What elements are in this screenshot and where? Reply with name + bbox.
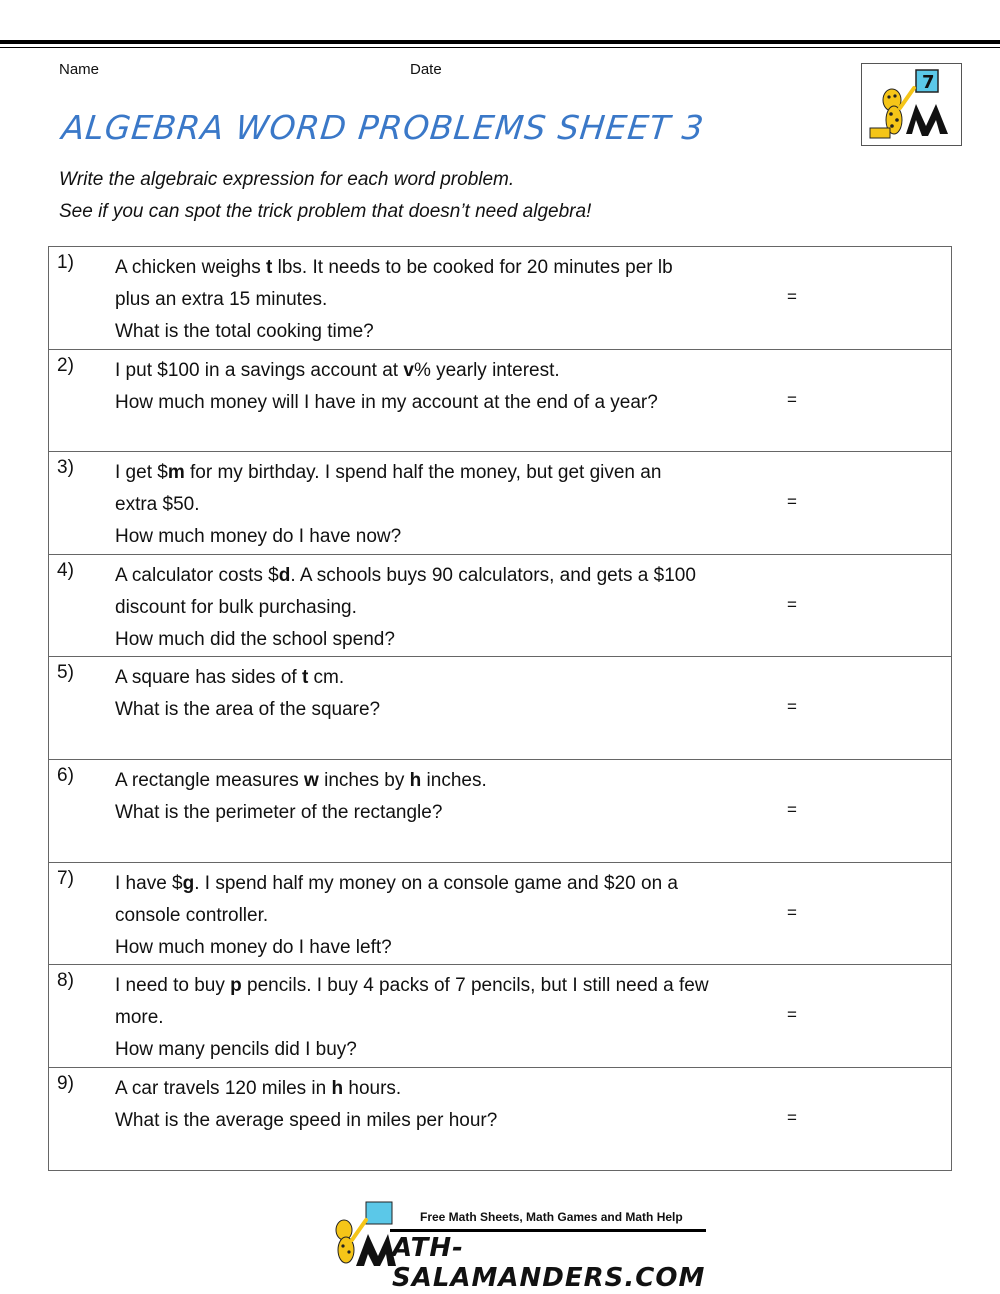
problem-text-segment: What is the area of the square?	[115, 699, 381, 721]
problem-text-segment: How much money will I have in my account at the end of a year?	[115, 391, 658, 413]
problem-text-segment: plus an extra 15 minutes.	[115, 289, 328, 310]
problem-row	[49, 760, 951, 863]
problem-text-segment: . I spend half my money on a console game and $20 on a	[194, 872, 678, 894]
problem-line	[115, 1073, 775, 1105]
name-label: Name	[59, 61, 100, 78]
footer-site-name: ATH-SALAMANDERS.COM	[392, 1233, 706, 1293]
problem-row	[49, 555, 951, 658]
problem-text-segment: A calculator costs $	[115, 564, 279, 586]
problem-text-segment: extra $50.	[115, 494, 200, 516]
problem-text-segment: What is the total cooking time?	[115, 321, 374, 342]
problem-text-segment: I need to buy	[115, 975, 231, 997]
problem-text	[115, 765, 775, 829]
problem-line	[115, 284, 775, 316]
variable: w	[304, 769, 319, 791]
problem-line	[115, 900, 775, 932]
problem-number: 2)	[57, 354, 74, 376]
variable: g	[182, 872, 195, 894]
problem-number: 9)	[57, 1072, 74, 1094]
problem-line	[115, 694, 775, 726]
problem-number: 4)	[57, 559, 74, 581]
problem-line	[115, 1105, 775, 1137]
date-label: Date	[410, 61, 442, 78]
problem-text-segment: lbs. It needs to be cooked for 20 minutes per lb	[272, 257, 673, 278]
problem-text-segment: What is the perimeter of the rectangle?	[115, 801, 443, 823]
instruction-line-2: See if you can spot the trick problem that doesn’t need algebra!	[59, 201, 592, 222]
problem-text	[115, 560, 775, 656]
instruction-line-1: Write the algebraic expression for each word problem.	[59, 169, 515, 190]
problem-text-segment: How much did the school spend?	[115, 628, 395, 650]
problem-text-segment: A chicken weighs	[115, 257, 267, 278]
problem-number: 6)	[57, 764, 74, 786]
page-title: ALGEBRA WORD PROBLEMS SHEET 3	[59, 108, 707, 147]
top-rule-thin	[0, 47, 1000, 48]
variable: v	[403, 359, 414, 381]
problem-text-segment: I get $	[115, 462, 168, 484]
problem-line	[115, 316, 775, 348]
problem-text-segment: discount for bulk purchasing.	[115, 596, 357, 618]
problem-text-segment: hours.	[343, 1077, 402, 1099]
problem-line	[115, 592, 775, 624]
problem-text-segment: cm.	[308, 667, 345, 689]
problem-line	[115, 932, 775, 964]
answer-equals: =	[787, 902, 797, 922]
problem-text	[115, 970, 775, 1066]
problem-line	[115, 457, 775, 489]
footer-tagline: Free Math Sheets, Math Games and Math Help	[420, 1210, 683, 1224]
problem-line	[115, 521, 775, 553]
problem-row	[49, 657, 951, 760]
footer-rule	[390, 1229, 706, 1232]
problem-row	[49, 965, 951, 1068]
problem-row	[49, 247, 951, 350]
problem-number: 7)	[57, 867, 74, 889]
problem-text	[115, 868, 775, 964]
problem-text-segment: I have $	[115, 872, 183, 894]
variable: m	[167, 462, 185, 484]
problem-line	[115, 797, 775, 829]
problem-row	[49, 350, 951, 453]
top-rule	[0, 40, 1000, 44]
problem-row	[49, 1068, 951, 1171]
problem-text-segment: pencils. I buy 4 packs of 7 pencils, but I still need a few	[241, 975, 709, 997]
problem-line	[115, 624, 775, 656]
problem-text-segment: % yearly interest.	[413, 359, 560, 381]
problems-table	[48, 246, 952, 1171]
problem-line	[115, 1002, 775, 1034]
problem-line	[115, 387, 775, 419]
problem-line	[115, 560, 775, 592]
variable: t	[266, 257, 273, 278]
problem-row	[49, 452, 951, 555]
variable: d	[278, 564, 291, 586]
answer-equals: =	[787, 492, 797, 512]
answer-equals: =	[787, 697, 797, 717]
problem-number: 1)	[57, 252, 74, 273]
problem-number: 5)	[57, 662, 74, 684]
problem-line	[115, 765, 775, 797]
problem-text	[115, 355, 775, 419]
answer-equals: =	[787, 1107, 797, 1127]
problem-text-segment: A car travels 120 miles in	[115, 1077, 332, 1099]
answer-equals: =	[787, 389, 797, 409]
problem-text-segment: inches by	[318, 769, 410, 791]
footer-logo	[326, 1200, 710, 1293]
problem-line	[115, 970, 775, 1002]
problem-text	[115, 252, 775, 348]
problem-text-segment: for my birthday. I spend half the money, but get given an	[184, 462, 662, 484]
problem-text-segment: A square has sides of	[115, 667, 302, 689]
salamander-logo-icon	[862, 64, 961, 145]
problem-row	[49, 863, 951, 966]
problem-number: 3)	[57, 457, 74, 479]
problem-text-segment: How much money do I have left?	[115, 936, 392, 958]
grade-number: 7	[922, 72, 935, 93]
problem-text	[115, 1073, 775, 1137]
problem-text-segment: console controller.	[115, 904, 269, 926]
problem-text-segment: A rectangle measures	[115, 769, 305, 791]
problem-text-segment: I put $100 in a savings account at	[115, 359, 404, 381]
answer-equals: =	[787, 594, 797, 614]
problem-text	[115, 662, 775, 726]
problem-number: 8)	[57, 970, 74, 992]
answer-equals: =	[787, 799, 797, 819]
problem-text-segment: How many pencils did I buy?	[115, 1039, 357, 1061]
answer-equals: =	[787, 1005, 797, 1025]
problem-line	[115, 355, 775, 387]
problem-line	[115, 489, 775, 521]
problem-text-segment: inches.	[421, 769, 487, 791]
problem-line	[115, 252, 775, 284]
variable: t	[301, 667, 309, 689]
problem-line	[115, 1034, 775, 1066]
answer-equals: =	[787, 287, 797, 306]
problem-text-segment: more.	[115, 1007, 164, 1029]
variable: p	[230, 975, 242, 997]
salamander-footer-icon	[326, 1200, 396, 1270]
variable: h	[409, 769, 422, 791]
problem-text-segment: What is the average speed in miles per hour?	[115, 1109, 498, 1131]
problem-text	[115, 457, 775, 553]
problem-line	[115, 868, 775, 900]
variable: h	[331, 1077, 344, 1099]
problem-text-segment: How much money do I have now?	[115, 526, 402, 548]
problem-text-segment: . A schools buys 90 calculators, and gets a $100	[290, 564, 696, 586]
grade-logo	[861, 63, 962, 146]
problem-line	[115, 662, 775, 694]
